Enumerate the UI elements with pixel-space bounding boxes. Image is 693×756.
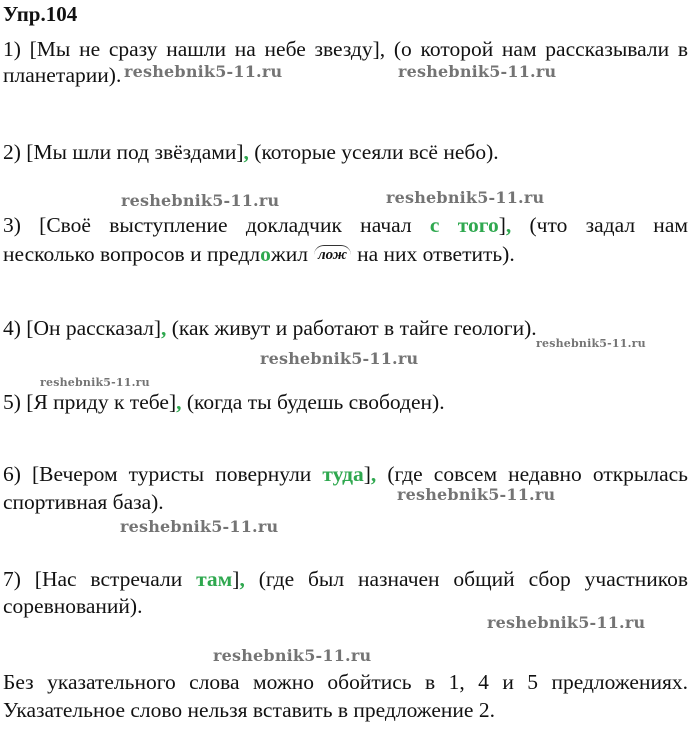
watermark: reshebnik5-11.ru <box>124 62 283 81</box>
watermark: reshebnik5-11.ru <box>397 485 556 504</box>
conclusion-line-2: Указательное слово нельзя вставить в предложение 2. <box>3 698 495 722</box>
highlight-word: там <box>196 567 233 591</box>
highlight-word: туда <box>322 462 364 486</box>
sentence-3-line-2 <box>3 241 688 267</box>
sentence-2-sub: (которые усеяли всё небо). <box>248 140 499 164</box>
sentence-3-sub: (что задал нам <box>511 213 688 237</box>
comma-mark: , <box>505 213 512 237</box>
highlight-word: с того <box>429 213 499 237</box>
sentence-6-line-2: спортивная база). <box>3 490 164 514</box>
sentence-7-main: 7) [Нас встречали <box>3 567 197 591</box>
sentence-6-line-1 <box>3 461 688 487</box>
watermark: reshebnik5-11.ru <box>398 62 557 81</box>
sentence-1-line-1: 1) [Мы не сразу нашли на небе звезду], (о которой нам рассказывали в <box>3 37 688 61</box>
bracket: ] <box>498 213 506 237</box>
watermark: reshebnik5-11.ru <box>487 613 646 632</box>
comma-mark: , <box>370 462 377 486</box>
sentence-4-sub: (как живут и работают в тайге геологи). <box>166 316 537 340</box>
root-morpheme-mark: лож <box>314 245 351 264</box>
sentence-5 <box>3 389 688 415</box>
highlight-letter: о <box>260 242 271 266</box>
sentence-5-main: 5) [Я приду к тебе] <box>3 390 177 414</box>
watermark: reshebnik5-11.ru <box>536 337 646 350</box>
sentence-1-line-2: планетарии). <box>3 63 122 87</box>
bracket: ] <box>363 462 371 486</box>
sentence-3-line-1 <box>3 212 688 238</box>
sentence-7-sub: (где был назначен общий сбор участников <box>244 567 688 591</box>
comma-mark: , <box>176 390 182 414</box>
sentence-3-text: жил <box>270 242 308 266</box>
sentence-2 <box>3 139 688 165</box>
sentence-6-sub: (где совсем недавно открылась <box>376 462 688 486</box>
watermark: reshebnik5-11.ru <box>213 646 372 665</box>
watermark: reshebnik5-11.ru <box>40 376 150 389</box>
sentence-3-main: 3) [Своё выступление докладчик начал <box>3 213 430 237</box>
sentence-3-text: на них ответить). <box>357 242 515 266</box>
comma-mark: , <box>161 316 167 340</box>
bracket: ] <box>232 567 240 591</box>
exercise-title: Упр.104 <box>3 2 78 26</box>
comma-mark: , <box>243 140 249 164</box>
watermark: reshebnik5-11.ru <box>386 188 545 207</box>
watermark: reshebnik5-11.ru <box>260 349 419 368</box>
watermark: reshebnik5-11.ru <box>120 517 279 536</box>
sentence-7-line-2: соревнований). <box>3 594 143 618</box>
sentence-7-line-1 <box>3 566 688 592</box>
sentence-3-text: несколько вопросов и предл <box>3 242 261 266</box>
sentence-2-main: 2) [Мы шли под звёздами] <box>3 140 244 164</box>
watermark: reshebnik5-11.ru <box>121 191 280 210</box>
comma-mark: , <box>239 567 245 591</box>
sentence-4-main: 4) [Он рассказал] <box>3 316 162 340</box>
conclusion-line-1: Без указательного слова можно обойтись в 1, 4 и 5 предложениях. <box>3 670 688 694</box>
sentence-5-sub: (когда ты будешь свободен). <box>181 390 445 414</box>
sentence-6-main: 6) [Вечером туристы повернули <box>3 462 323 486</box>
